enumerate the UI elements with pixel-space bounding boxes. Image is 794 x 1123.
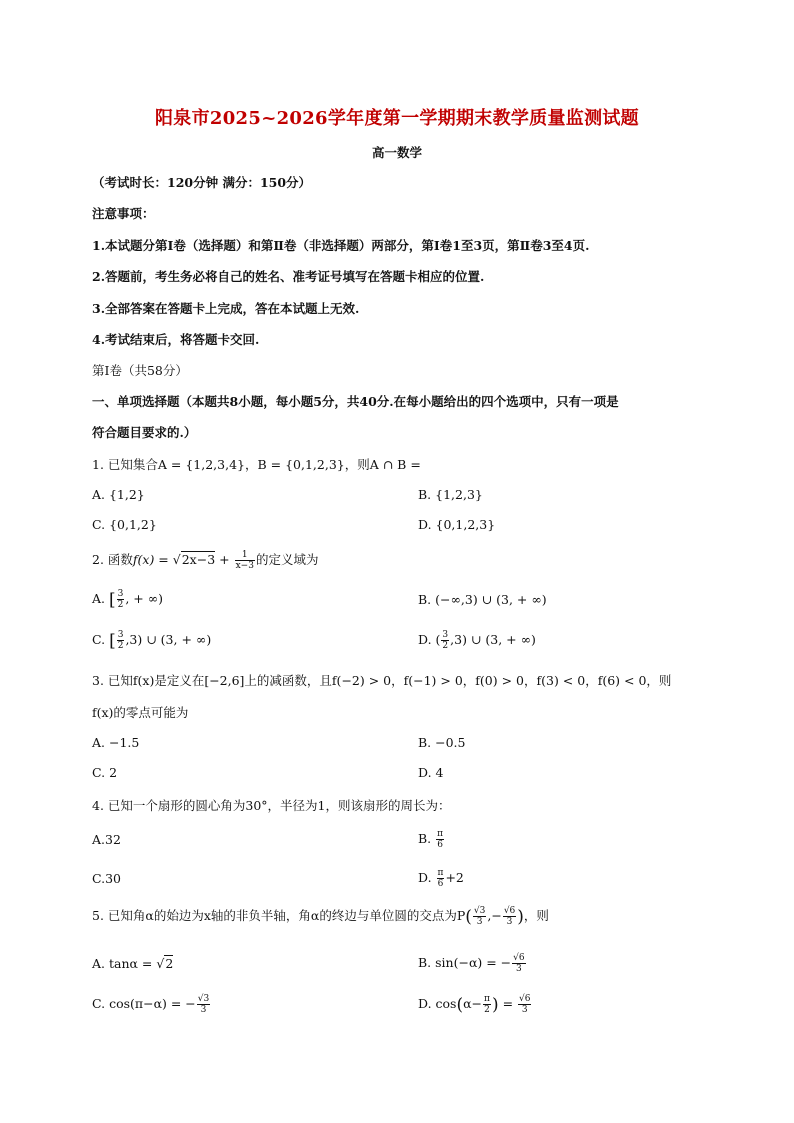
question-2-stem	[92, 550, 318, 571]
exam-info: （考试时长：120分钟 满分：150分）	[92, 175, 312, 190]
question-3-stem: 3. 已知f(x)是定义在[−2,6]上的减函数，且f(−2) > 0，f(−1) > 0，f(0) > 0，f(3) < 0，f(6) < 0，则	[92, 673, 672, 688]
section-heading: 一、单项选择题（本题共8小题，每小题5分，共40分.在每小题给出的四个选项中，只有一项是	[92, 394, 619, 409]
q2-suffix: 的定义域为	[255, 552, 319, 567]
exam-subtitle: 高一数学	[371, 145, 422, 160]
question-4-option-c: C.30	[92, 871, 121, 886]
question-1-option-c: C. {0,1,2}	[92, 517, 157, 532]
section-heading-cont: 符合题目要求的.）	[92, 425, 197, 440]
question-2-option-c: C. [ $\frac{3}{2}$ ,3) ∪ (3, + ∞)	[92, 630, 212, 651]
question-4-option-d: D. $\frac{\pi}{6}$ +2	[418, 868, 464, 889]
q2-radicand: 2x−3	[181, 552, 216, 567]
question-4-option-b: B. $\frac{\pi}{6}$	[418, 829, 444, 850]
q2-fraction: $\frac{1}{x-3}$	[235, 550, 254, 571]
notes-heading: 注意事项：	[92, 206, 155, 221]
question-3-option-c: C. 2	[92, 765, 118, 780]
exam-title: 阳泉市2025~2026学年度第一学期期末教学质量监测试题	[155, 108, 639, 129]
question-1-stem: 1. 已知集合A = {1,2,3,4}，B = {0,1,2,3}，则A ∩ B =	[92, 457, 421, 472]
question-5-stem: 5. 已知角α的始边为x轴的非负半轴，角α的终边与单位圆的交点为P( $\frac{√3}{3}$ ,− $\frac{√6}{3}$ )，则	[92, 906, 549, 927]
question-4-option-a: A.32	[92, 832, 121, 847]
note-item: 1.本试题分第Ⅰ卷（选择题）和第Ⅱ卷（非选择题）两部分，第Ⅰ卷1至3页，第Ⅱ卷3至4页.	[92, 238, 590, 253]
question-2-option-d: D. ( $\frac{3}{2}$ ,3) ∪ (3, + ∞)	[418, 630, 536, 651]
question-5-option-d: D. cos(α− $\frac{\pi}{2}$ ) = $\frac{√6}{3}$	[418, 994, 531, 1015]
question-5-option-c: C. cos(π−α) = − $\frac{√3}{3}$	[92, 994, 210, 1015]
sqrt-icon: √	[172, 552, 181, 567]
note-item: 2.答题前，考生务必将自己的姓名、准考证号填写在答题卡相应的位置.	[92, 269, 485, 284]
note-item: 4.考试结束后，将答题卡交回.	[92, 332, 260, 347]
q2-plus: +	[215, 552, 234, 567]
q2-prefix: 2. 函数	[92, 552, 133, 567]
question-3-option-d: D. 4	[418, 765, 444, 780]
question-1-option-b: B. {1,2,3}	[418, 487, 483, 502]
part-heading: 第Ⅰ卷（共58分）	[92, 363, 188, 378]
question-5-option-b: B. sin(−α) = − $\frac{√6}{3}$	[418, 953, 525, 974]
question-4-stem: 4. 已知一个扇形的圆心角为30°，半径为1，则该扇形的周长为：	[92, 798, 451, 813]
question-2-option-a: A. [ $\frac{3}{2}$ , + ∞)	[92, 589, 164, 610]
question-3-option-b: B. −0.5	[418, 735, 466, 750]
sqrt-icon: √	[156, 956, 165, 971]
q2-function: f(x) =	[132, 552, 173, 567]
note-item: 3.全部答案在答题卡上完成，答在本试题上无效.	[92, 301, 360, 316]
question-3-stem-cont: f(x)的零点可能为	[92, 705, 189, 720]
question-1-option-d: D. {0,1,2,3}	[418, 517, 496, 532]
question-1-option-a: A. {1,2}	[92, 487, 145, 502]
question-3-option-a: A. −1.5	[92, 735, 140, 750]
question-2-option-b: B. (−∞,3) ∪ (3, + ∞)	[418, 592, 547, 607]
question-5-option-a: A. tanα = √2	[92, 956, 174, 971]
